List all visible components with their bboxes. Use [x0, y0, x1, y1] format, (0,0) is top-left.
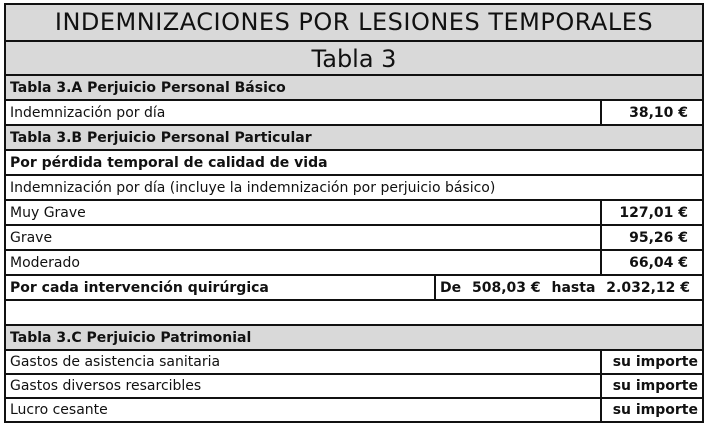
table-row	[6, 397, 702, 421]
range-from-label: De	[440, 279, 462, 296]
surgery-row	[6, 274, 702, 299]
subtitle-row	[6, 40, 702, 74]
surgery-label: Por cada intervención quirúrgica	[10, 279, 269, 296]
surgery-range	[434, 276, 702, 299]
row-value: 127,01 €	[600, 201, 702, 224]
table-row	[6, 249, 702, 274]
table-subtitle: Tabla 3	[311, 45, 397, 73]
section-b-note: Indemnización por día (incluye la indemnización por perjuicio básico)	[10, 179, 496, 196]
section-c-header: Tabla 3.C Perjuicio Patrimonial	[10, 329, 252, 346]
row-label: Indemnización por día	[10, 104, 166, 121]
section-a-header: Tabla 3.A Perjuicio Personal Básico	[10, 79, 286, 96]
row-value: su importe	[600, 399, 702, 421]
indemnity-table	[4, 3, 704, 423]
row-label: Gastos diversos resarcibles	[10, 378, 202, 394]
section-a-header-row	[6, 74, 702, 99]
empty-cell	[6, 301, 702, 324]
row-label: Grave	[10, 229, 53, 246]
section-b-header-row	[6, 124, 702, 149]
range-to-value: 2.032,12 €	[606, 279, 690, 296]
title-row	[6, 5, 702, 40]
section-b-header: Tabla 3.B Perjuicio Personal Particular	[10, 129, 312, 146]
section-b-subheader: Por pérdida temporal de calidad de vida	[10, 154, 328, 171]
table-title: INDEMNIZACIONES POR LESIONES TEMPORALES	[54, 8, 654, 36]
row-label: Moderado	[10, 254, 80, 271]
row-value: 95,26 €	[600, 226, 702, 249]
table-row	[6, 224, 702, 249]
row-value: su importe	[600, 375, 702, 397]
row-label: Muy Grave	[10, 204, 86, 221]
table-row	[6, 373, 702, 397]
range-to-label: hasta	[551, 279, 596, 296]
section-b-subheader-row	[6, 149, 702, 174]
row-value: su importe	[600, 351, 702, 373]
row-label: Gastos de asistencia sanitaria	[10, 354, 221, 370]
range-from-value: 508,03 €	[472, 279, 541, 296]
row-value: 38,10 €	[600, 101, 702, 124]
table-row	[6, 199, 702, 224]
row-value: 66,04 €	[600, 251, 702, 274]
section-c-header-row	[6, 324, 702, 349]
spacer-row	[6, 299, 702, 324]
row-label: Lucro cesante	[10, 402, 108, 418]
section-b-note-row	[6, 174, 702, 199]
table-row	[6, 99, 702, 124]
table-row	[6, 349, 702, 373]
